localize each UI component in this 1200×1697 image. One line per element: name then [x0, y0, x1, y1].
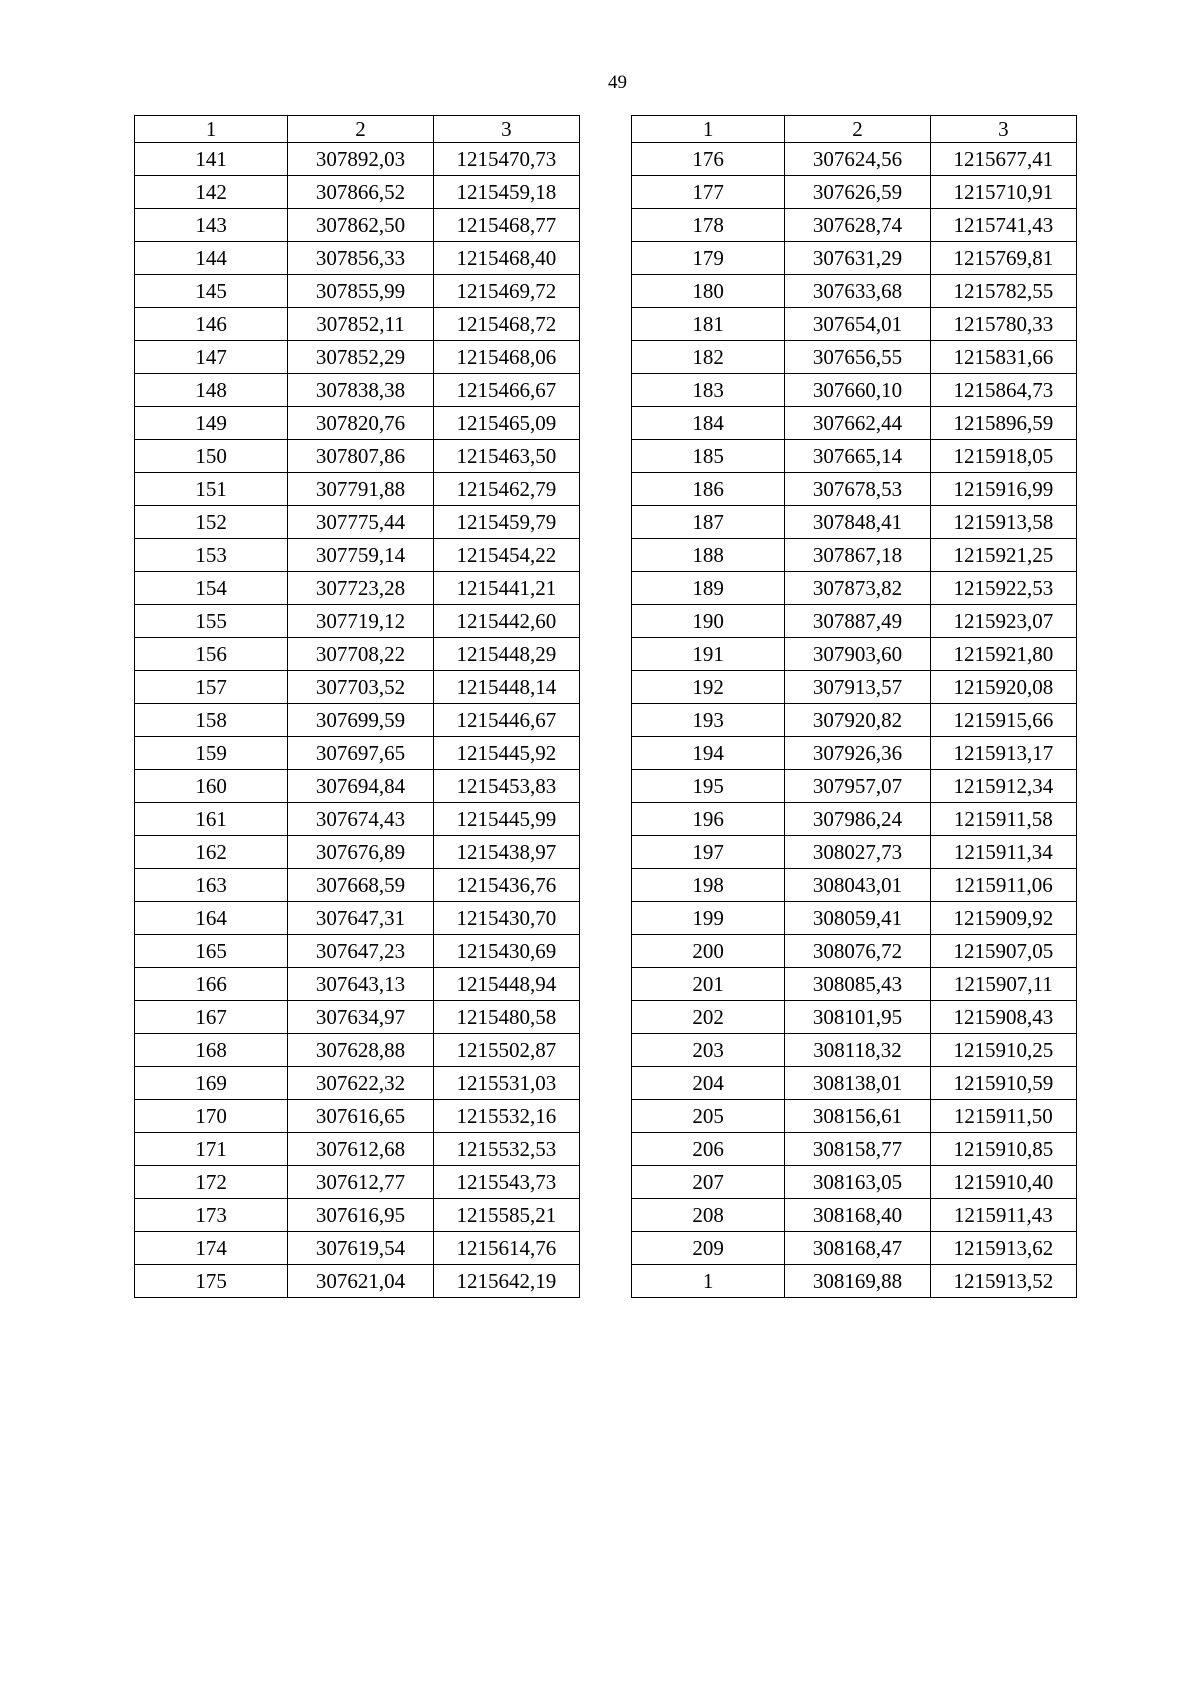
x-coordinate-cell: 307654,01: [785, 308, 930, 341]
table-row: [632, 473, 1077, 506]
point-number-cell: 162: [135, 836, 288, 869]
table-row: [135, 308, 580, 341]
x-coordinate-cell: 307697,65: [288, 737, 433, 770]
table-row: [632, 1199, 1077, 1232]
x-coordinate-cell: 307873,82: [785, 572, 930, 605]
y-coordinate-cell: 1215916,99: [930, 473, 1076, 506]
y-coordinate-cell: 1215913,52: [930, 1265, 1076, 1298]
table-row: [135, 1133, 580, 1166]
point-number-cell: 188: [632, 539, 785, 572]
point-number-cell: 184: [632, 407, 785, 440]
x-coordinate-cell: 307703,52: [288, 671, 433, 704]
y-coordinate-cell: 1215532,53: [433, 1133, 579, 1166]
y-coordinate-cell: 1215910,85: [930, 1133, 1076, 1166]
table-row: [632, 737, 1077, 770]
x-coordinate-cell: 307926,36: [785, 737, 930, 770]
table-row: [135, 143, 580, 176]
x-coordinate-cell: 307662,44: [785, 407, 930, 440]
y-coordinate-cell: 1215921,25: [930, 539, 1076, 572]
table-row: [135, 1166, 580, 1199]
table-row: [135, 275, 580, 308]
point-number-cell: 171: [135, 1133, 288, 1166]
table-row: [135, 605, 580, 638]
point-number-cell: 190: [632, 605, 785, 638]
x-coordinate-cell: 307634,97: [288, 1001, 433, 1034]
coordinates-table-right: [631, 115, 1077, 1298]
table-header-row: [632, 116, 1077, 143]
column-header: 3: [930, 116, 1076, 143]
point-number-cell: 204: [632, 1067, 785, 1100]
table-row: [135, 902, 580, 935]
x-coordinate-cell: 307616,65: [288, 1100, 433, 1133]
table-row: [135, 1199, 580, 1232]
y-coordinate-cell: 1215912,34: [930, 770, 1076, 803]
column-header: 2: [288, 116, 433, 143]
table-row: [135, 704, 580, 737]
y-coordinate-cell: 1215543,73: [433, 1166, 579, 1199]
point-number-cell: 209: [632, 1232, 785, 1265]
x-coordinate-cell: 307852,29: [288, 341, 433, 374]
x-coordinate-cell: 308138,01: [785, 1067, 930, 1100]
table-row: [135, 1034, 580, 1067]
table-row: [632, 770, 1077, 803]
x-coordinate-cell: 308101,95: [785, 1001, 930, 1034]
point-number-cell: 156: [135, 638, 288, 671]
point-number-cell: 1: [632, 1265, 785, 1298]
x-coordinate-cell: 307856,33: [288, 242, 433, 275]
y-coordinate-cell: 1215907,05: [930, 935, 1076, 968]
x-coordinate-cell: 307631,29: [785, 242, 930, 275]
table-row: [632, 605, 1077, 638]
table-row: [135, 1067, 580, 1100]
point-number-cell: 205: [632, 1100, 785, 1133]
table-row: [135, 506, 580, 539]
table-row: [632, 704, 1077, 737]
table-row: [135, 671, 580, 704]
x-coordinate-cell: 307957,07: [785, 770, 930, 803]
point-number-cell: 180: [632, 275, 785, 308]
y-coordinate-cell: 1215462,79: [433, 473, 579, 506]
y-coordinate-cell: 1215448,94: [433, 968, 579, 1001]
x-coordinate-cell: 307612,77: [288, 1166, 433, 1199]
point-number-cell: 161: [135, 803, 288, 836]
y-coordinate-cell: 1215741,43: [930, 209, 1076, 242]
point-number-cell: 164: [135, 902, 288, 935]
table-row: [135, 737, 580, 770]
point-number-cell: 181: [632, 308, 785, 341]
x-coordinate-cell: 307633,68: [785, 275, 930, 308]
table-row: [135, 539, 580, 572]
table-row: [632, 341, 1077, 374]
table-row: [632, 803, 1077, 836]
y-coordinate-cell: 1215911,58: [930, 803, 1076, 836]
x-coordinate-cell: 308156,61: [785, 1100, 930, 1133]
point-number-cell: 189: [632, 572, 785, 605]
y-coordinate-cell: 1215430,70: [433, 902, 579, 935]
table-row: [632, 638, 1077, 671]
point-number-cell: 150: [135, 440, 288, 473]
point-number-cell: 141: [135, 143, 288, 176]
x-coordinate-cell: 308158,77: [785, 1133, 930, 1166]
point-number-cell: 194: [632, 737, 785, 770]
y-coordinate-cell: 1215910,59: [930, 1067, 1076, 1100]
point-number-cell: 176: [632, 143, 785, 176]
y-coordinate-cell: 1215436,76: [433, 869, 579, 902]
x-coordinate-cell: 307820,76: [288, 407, 433, 440]
x-coordinate-cell: 307699,59: [288, 704, 433, 737]
table-row: [632, 572, 1077, 605]
point-number-cell: 169: [135, 1067, 288, 1100]
x-coordinate-cell: 307708,22: [288, 638, 433, 671]
point-number-cell: 196: [632, 803, 785, 836]
point-number-cell: 177: [632, 176, 785, 209]
y-coordinate-cell: 1215614,76: [433, 1232, 579, 1265]
point-number-cell: 168: [135, 1034, 288, 1067]
column-header: 1: [632, 116, 785, 143]
table-row: [135, 638, 580, 671]
point-number-cell: 208: [632, 1199, 785, 1232]
y-coordinate-cell: 1215913,17: [930, 737, 1076, 770]
point-number-cell: 175: [135, 1265, 288, 1298]
point-number-cell: 173: [135, 1199, 288, 1232]
point-number-cell: 203: [632, 1034, 785, 1067]
y-coordinate-cell: 1215910,25: [930, 1034, 1076, 1067]
x-coordinate-cell: 308118,32: [785, 1034, 930, 1067]
y-coordinate-cell: 1215918,05: [930, 440, 1076, 473]
x-coordinate-cell: 308168,40: [785, 1199, 930, 1232]
y-coordinate-cell: 1215831,66: [930, 341, 1076, 374]
y-coordinate-cell: 1215710,91: [930, 176, 1076, 209]
x-coordinate-cell: 307848,41: [785, 506, 930, 539]
y-coordinate-cell: 1215446,67: [433, 704, 579, 737]
x-coordinate-cell: 307626,59: [785, 176, 930, 209]
x-coordinate-cell: 307621,04: [288, 1265, 433, 1298]
table-row: [632, 209, 1077, 242]
y-coordinate-cell: 1215915,66: [930, 704, 1076, 737]
y-coordinate-cell: 1215780,33: [930, 308, 1076, 341]
point-number-cell: 157: [135, 671, 288, 704]
point-number-cell: 145: [135, 275, 288, 308]
y-coordinate-cell: 1215922,53: [930, 572, 1076, 605]
point-number-cell: 183: [632, 374, 785, 407]
x-coordinate-cell: 308163,05: [785, 1166, 930, 1199]
table-row: [632, 869, 1077, 902]
point-number-cell: 144: [135, 242, 288, 275]
point-number-cell: 149: [135, 407, 288, 440]
x-coordinate-cell: 307887,49: [785, 605, 930, 638]
y-coordinate-cell: 1215448,14: [433, 671, 579, 704]
y-coordinate-cell: 1215921,80: [930, 638, 1076, 671]
y-coordinate-cell: 1215480,58: [433, 1001, 579, 1034]
table-row: [632, 440, 1077, 473]
y-coordinate-cell: 1215642,19: [433, 1265, 579, 1298]
table-row: [632, 1034, 1077, 1067]
table-row: [632, 539, 1077, 572]
table-body: [135, 143, 580, 1298]
point-number-cell: 151: [135, 473, 288, 506]
point-number-cell: 154: [135, 572, 288, 605]
x-coordinate-cell: 307676,89: [288, 836, 433, 869]
x-coordinate-cell: 307612,68: [288, 1133, 433, 1166]
point-number-cell: 160: [135, 770, 288, 803]
point-number-cell: 182: [632, 341, 785, 374]
point-number-cell: 201: [632, 968, 785, 1001]
point-number-cell: 148: [135, 374, 288, 407]
point-number-cell: 167: [135, 1001, 288, 1034]
coordinates-table-left: [134, 115, 580, 1298]
point-number-cell: 195: [632, 770, 785, 803]
table-body: [632, 143, 1077, 1298]
table-row: [135, 407, 580, 440]
point-number-cell: 187: [632, 506, 785, 539]
point-number-cell: 197: [632, 836, 785, 869]
x-coordinate-cell: 307678,53: [785, 473, 930, 506]
table-row: [135, 440, 580, 473]
y-coordinate-cell: 1215445,92: [433, 737, 579, 770]
y-coordinate-cell: 1215923,07: [930, 605, 1076, 638]
y-coordinate-cell: 1215459,18: [433, 176, 579, 209]
point-number-cell: 206: [632, 1133, 785, 1166]
table-row: [632, 407, 1077, 440]
table-row: [632, 242, 1077, 275]
x-coordinate-cell: 307656,55: [785, 341, 930, 374]
table-row: [135, 242, 580, 275]
point-number-cell: 142: [135, 176, 288, 209]
column-header: 2: [785, 116, 930, 143]
y-coordinate-cell: 1215453,83: [433, 770, 579, 803]
point-number-cell: 178: [632, 209, 785, 242]
y-coordinate-cell: 1215585,21: [433, 1199, 579, 1232]
y-coordinate-cell: 1215913,62: [930, 1232, 1076, 1265]
point-number-cell: 165: [135, 935, 288, 968]
x-coordinate-cell: 307719,12: [288, 605, 433, 638]
x-coordinate-cell: 307619,54: [288, 1232, 433, 1265]
x-coordinate-cell: 307920,82: [785, 704, 930, 737]
y-coordinate-cell: 1215677,41: [930, 143, 1076, 176]
x-coordinate-cell: 307867,18: [785, 539, 930, 572]
x-coordinate-cell: 308043,01: [785, 869, 930, 902]
x-coordinate-cell: 307986,24: [785, 803, 930, 836]
table-row: [135, 1265, 580, 1298]
table-row: [632, 1067, 1077, 1100]
table-row: [135, 209, 580, 242]
x-coordinate-cell: 307903,60: [785, 638, 930, 671]
y-coordinate-cell: 1215448,29: [433, 638, 579, 671]
table-row: [632, 374, 1077, 407]
y-coordinate-cell: 1215459,79: [433, 506, 579, 539]
y-coordinate-cell: 1215911,06: [930, 869, 1076, 902]
x-coordinate-cell: 307665,14: [785, 440, 930, 473]
table-row: [632, 1232, 1077, 1265]
y-coordinate-cell: 1215909,92: [930, 902, 1076, 935]
table-row: [135, 473, 580, 506]
point-number-cell: 155: [135, 605, 288, 638]
point-number-cell: 198: [632, 869, 785, 902]
y-coordinate-cell: 1215468,77: [433, 209, 579, 242]
y-coordinate-cell: 1215445,99: [433, 803, 579, 836]
table-row: [632, 1100, 1077, 1133]
x-coordinate-cell: 308027,73: [785, 836, 930, 869]
point-number-cell: 153: [135, 539, 288, 572]
y-coordinate-cell: 1215468,72: [433, 308, 579, 341]
y-coordinate-cell: 1215910,40: [930, 1166, 1076, 1199]
y-coordinate-cell: 1215531,03: [433, 1067, 579, 1100]
column-header: 1: [135, 116, 288, 143]
point-number-cell: 192: [632, 671, 785, 704]
y-coordinate-cell: 1215782,55: [930, 275, 1076, 308]
table-row: [632, 968, 1077, 1001]
point-number-cell: 207: [632, 1166, 785, 1199]
point-number-cell: 146: [135, 308, 288, 341]
table-row: [632, 143, 1077, 176]
point-number-cell: 166: [135, 968, 288, 1001]
table-row: [135, 572, 580, 605]
table-row: [632, 1265, 1077, 1298]
table-row: [135, 374, 580, 407]
point-number-cell: 199: [632, 902, 785, 935]
x-coordinate-cell: 307622,32: [288, 1067, 433, 1100]
y-coordinate-cell: 1215532,16: [433, 1100, 579, 1133]
point-number-cell: 174: [135, 1232, 288, 1265]
x-coordinate-cell: 307866,52: [288, 176, 433, 209]
column-header: 3: [433, 116, 579, 143]
x-coordinate-cell: 307674,43: [288, 803, 433, 836]
point-number-cell: 191: [632, 638, 785, 671]
y-coordinate-cell: 1215911,43: [930, 1199, 1076, 1232]
table-row: [632, 1001, 1077, 1034]
y-coordinate-cell: 1215913,58: [930, 506, 1076, 539]
y-coordinate-cell: 1215438,97: [433, 836, 579, 869]
y-coordinate-cell: 1215469,72: [433, 275, 579, 308]
table-row: [632, 308, 1077, 341]
page-number: 49: [608, 72, 627, 93]
table-row: [632, 902, 1077, 935]
x-coordinate-cell: 307852,11: [288, 308, 433, 341]
x-coordinate-cell: 307892,03: [288, 143, 433, 176]
point-number-cell: 152: [135, 506, 288, 539]
point-number-cell: 185: [632, 440, 785, 473]
y-coordinate-cell: 1215463,50: [433, 440, 579, 473]
y-coordinate-cell: 1215908,43: [930, 1001, 1076, 1034]
point-number-cell: 159: [135, 737, 288, 770]
x-coordinate-cell: 307616,95: [288, 1199, 433, 1232]
x-coordinate-cell: 308169,88: [785, 1265, 930, 1298]
y-coordinate-cell: 1215468,06: [433, 341, 579, 374]
x-coordinate-cell: 307791,88: [288, 473, 433, 506]
x-coordinate-cell: 308076,72: [785, 935, 930, 968]
y-coordinate-cell: 1215441,21: [433, 572, 579, 605]
y-coordinate-cell: 1215470,73: [433, 143, 579, 176]
x-coordinate-cell: 307668,59: [288, 869, 433, 902]
point-number-cell: 179: [632, 242, 785, 275]
y-coordinate-cell: 1215454,22: [433, 539, 579, 572]
point-number-cell: 202: [632, 1001, 785, 1034]
table-row: [632, 1133, 1077, 1166]
x-coordinate-cell: 307855,99: [288, 275, 433, 308]
table-row: [135, 1001, 580, 1034]
y-coordinate-cell: 1215430,69: [433, 935, 579, 968]
table-header-row: [135, 116, 580, 143]
table-row: [135, 869, 580, 902]
table-row: [135, 176, 580, 209]
x-coordinate-cell: 307624,56: [785, 143, 930, 176]
table-row: [632, 1166, 1077, 1199]
table-row: [135, 836, 580, 869]
table-row: [632, 275, 1077, 308]
x-coordinate-cell: 307838,38: [288, 374, 433, 407]
x-coordinate-cell: 307628,88: [288, 1034, 433, 1067]
table-row: [135, 770, 580, 803]
x-coordinate-cell: 307775,44: [288, 506, 433, 539]
table-row: [135, 968, 580, 1001]
y-coordinate-cell: 1215911,50: [930, 1100, 1076, 1133]
x-coordinate-cell: 307694,84: [288, 770, 433, 803]
x-coordinate-cell: 307628,74: [785, 209, 930, 242]
x-coordinate-cell: 307723,28: [288, 572, 433, 605]
table-row: [632, 176, 1077, 209]
x-coordinate-cell: 308059,41: [785, 902, 930, 935]
x-coordinate-cell: 307759,14: [288, 539, 433, 572]
y-coordinate-cell: 1215911,34: [930, 836, 1076, 869]
table-row: [135, 1100, 580, 1133]
x-coordinate-cell: 307913,57: [785, 671, 930, 704]
table-row: [135, 341, 580, 374]
table-row: [135, 935, 580, 968]
y-coordinate-cell: 1215442,60: [433, 605, 579, 638]
point-number-cell: 163: [135, 869, 288, 902]
x-coordinate-cell: 307647,31: [288, 902, 433, 935]
y-coordinate-cell: 1215468,40: [433, 242, 579, 275]
table-row: [632, 506, 1077, 539]
y-coordinate-cell: 1215907,11: [930, 968, 1076, 1001]
y-coordinate-cell: 1215769,81: [930, 242, 1076, 275]
x-coordinate-cell: 307643,13: [288, 968, 433, 1001]
y-coordinate-cell: 1215864,73: [930, 374, 1076, 407]
point-number-cell: 143: [135, 209, 288, 242]
table-row: [632, 836, 1077, 869]
point-number-cell: 147: [135, 341, 288, 374]
table-row: [135, 1232, 580, 1265]
point-number-cell: 186: [632, 473, 785, 506]
point-number-cell: 158: [135, 704, 288, 737]
x-coordinate-cell: 307807,86: [288, 440, 433, 473]
x-coordinate-cell: 308168,47: [785, 1232, 930, 1265]
x-coordinate-cell: 307647,23: [288, 935, 433, 968]
table-row: [632, 671, 1077, 704]
point-number-cell: 193: [632, 704, 785, 737]
x-coordinate-cell: 307862,50: [288, 209, 433, 242]
y-coordinate-cell: 1215920,08: [930, 671, 1076, 704]
point-number-cell: 172: [135, 1166, 288, 1199]
x-coordinate-cell: 308085,43: [785, 968, 930, 1001]
y-coordinate-cell: 1215465,09: [433, 407, 579, 440]
y-coordinate-cell: 1215502,87: [433, 1034, 579, 1067]
table-row: [632, 935, 1077, 968]
point-number-cell: 200: [632, 935, 785, 968]
x-coordinate-cell: 307660,10: [785, 374, 930, 407]
point-number-cell: 170: [135, 1100, 288, 1133]
y-coordinate-cell: 1215896,59: [930, 407, 1076, 440]
table-row: [135, 803, 580, 836]
y-coordinate-cell: 1215466,67: [433, 374, 579, 407]
